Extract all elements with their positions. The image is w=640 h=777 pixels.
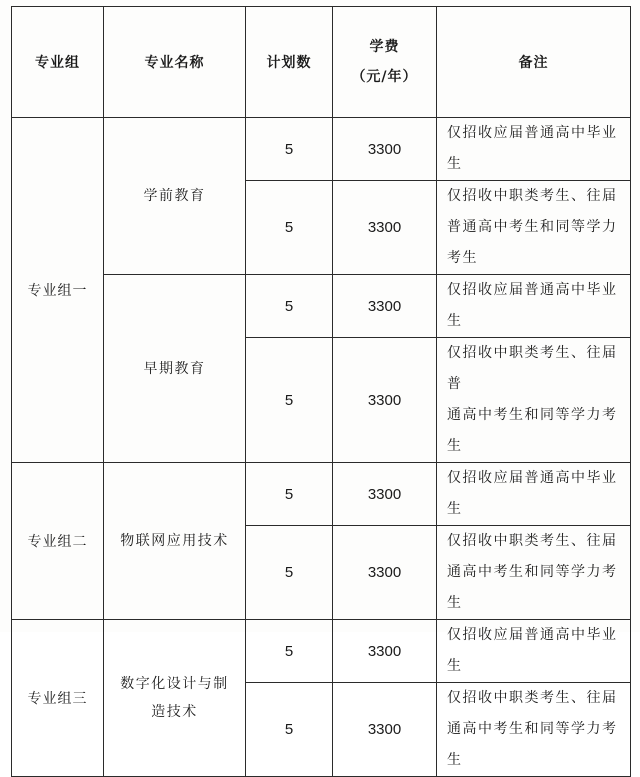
table-row: [12, 275, 631, 338]
table-row: [12, 118, 631, 181]
plan-cell: 5: [246, 620, 333, 683]
header-fee: [333, 7, 437, 118]
remark-line: 仅招收中职类考生、往届: [447, 188, 618, 204]
major-cell: [104, 620, 246, 777]
plan-cell: 5: [246, 463, 333, 526]
remark-line: 仅招收中职类考生、往届: [447, 690, 618, 706]
remark-line: 通高中考生和同等学力考生: [447, 407, 618, 454]
plan-cell: 5: [246, 275, 333, 338]
group-cell: 专业组一: [12, 118, 104, 463]
major-cell: 学前教育: [104, 118, 246, 275]
fee-cell: 3300: [333, 463, 437, 526]
header-major: 专业名称: [104, 7, 246, 118]
fee-cell: 3300: [333, 118, 437, 181]
group-cell: 专业组二: [12, 463, 104, 620]
major-cell: 物联网应用技术: [104, 463, 246, 620]
table-row: [12, 463, 631, 526]
table-row: [12, 620, 631, 683]
plan-cell: 5: [246, 118, 333, 181]
remark-cell: [437, 526, 631, 620]
major-name-line: 数字化设计与制: [120, 676, 229, 692]
plan-cell: 5: [246, 181, 333, 275]
remark-cell: 仅招收应届普通高中毕业生: [437, 275, 631, 338]
remark-line: 仅招收中职类考生、往届普: [447, 345, 618, 392]
enrollment-table: [11, 6, 631, 777]
header-group: 专业组: [12, 7, 104, 118]
remark-cell: 仅招收应届普通高中毕业生: [437, 118, 631, 181]
header-plan: 计划数: [246, 7, 333, 118]
remark-cell: [437, 683, 631, 777]
major-cell: 早期教育: [104, 275, 246, 463]
header-fee-label: 学费: [369, 39, 400, 55]
header-row: [12, 7, 631, 118]
group-cell: 专业组三: [12, 620, 104, 777]
remark-cell: [437, 181, 631, 275]
major-name-line: 造技术: [151, 704, 198, 720]
remark-cell: 仅招收应届普通高中毕业生: [437, 463, 631, 526]
fee-cell: 3300: [333, 620, 437, 683]
header-fee-unit: （元/年）: [351, 69, 418, 85]
plan-cell: 5: [246, 683, 333, 777]
fee-cell: 3300: [333, 526, 437, 620]
remark-line: 普通高中考生和同等学力考生: [447, 219, 618, 266]
plan-cell: 5: [246, 526, 333, 620]
fee-cell: 3300: [333, 683, 437, 777]
plan-cell: 5: [246, 338, 333, 463]
remark-cell: 仅招收应届普通高中毕业生: [437, 620, 631, 683]
fee-cell: 3300: [333, 275, 437, 338]
remark-line: 仅招收中职类考生、往届: [447, 533, 618, 549]
remark-line: 通高中考生和同等学力考生: [447, 564, 618, 611]
header-remark: 备注: [437, 7, 631, 118]
remark-cell: [437, 338, 631, 463]
fee-cell: 3300: [333, 181, 437, 275]
remark-line: 通高中考生和同等学力考生: [447, 721, 618, 768]
fee-cell: 3300: [333, 338, 437, 463]
